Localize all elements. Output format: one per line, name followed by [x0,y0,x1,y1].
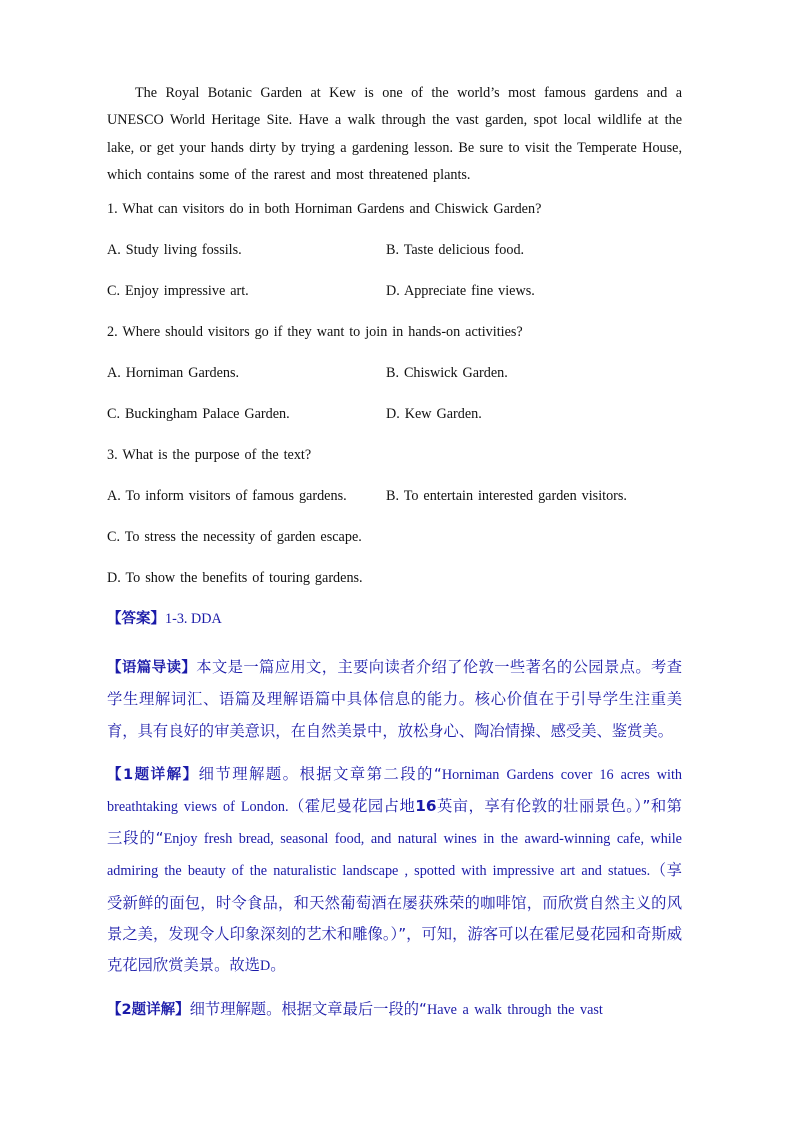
question-3-option-d: D. To show the benefits of touring gardens. [107,570,363,587]
answer-value: 1-3. DDA [165,611,222,628]
guide-text: 本文是一篇应用文，主要向读者介绍了伦敦一些著名的公园景点。考查学生理解词汇、语篇及理解语篇中具体信息的能力。核心价值在于引导学生注重美育，具有良好的审美意识，在自然美景中，放松身心、陶冶情操、感受美、鉴赏美。 [107,658,682,740]
question-1-stem: 1. What can visitors do in both Horniman Gardens and Chiswick Garden? [107,201,542,218]
detail-1-quote-2: Enjoy fresh bread, seasonal food, and natural wines in the award-winning cafe, while admiring the beauty of the naturalistic landscape , spotted with impressive art and statues. [107,831,682,880]
question-3-stem: 3. What is the purpose of the text? [107,447,312,464]
detail-2-label: 【2题详解】 [107,1002,190,1019]
question-2-stem: 2. Where should visitors go if they want to join in hands-on activities? [107,324,523,341]
question-2-option-a: A. Horniman Gardens. [107,365,240,382]
guide-paragraph [107,652,682,747]
detail-1-intro: 细节理解题。根据文章第二段的“ [198,764,442,783]
document-page [107,80,682,1038]
guide-label: 【语篇导读】 [107,660,197,677]
question-1-option-b: B. Taste delicious food. [386,242,525,259]
detail-2-intro: 细节理解题。根据文章最后一段的“ [189,1000,427,1019]
answer-line [107,609,682,652]
detail-1-translation-1a: （霍尼曼花园占地 [288,797,416,815]
detail-1-paragraph [107,759,682,982]
detail-1-translation-number: 16 [415,797,437,815]
question-1-options-row-1 [107,240,682,281]
detail-1-quote-1: Horniman Gardens cover 16 acres with breathtaking views of London. [107,766,683,815]
question-1-option-a: A. Study living fossils. [107,242,242,259]
detail-1-translation-1b: 英亩，享有伦敦的壮丽景色。）”和第三段的“ [107,797,682,848]
detail-2-quote: Have a walk through the vast [426,1002,603,1019]
question-1-option-d: D. Appreciate fine views. [386,283,535,300]
detail-1-translation-2: （享受新鲜的面包，时令食品，和天然葡萄酒在屡获殊荣的咖啡馆，而欣赏自然主义的风景之美，发现令人印象深刻的艺术和雕像。）”，可知，游客可以在霍尼曼花园和奇斯威克花园欣赏美景。故选 [107,861,682,975]
question-3-option-b: B. To entertain interested garden visitors. [386,488,627,505]
question-3-options-row-1 [107,486,682,527]
detail-1-end: 。 [270,956,286,975]
question-2-option-b: B. Chiswick Garden. [386,365,508,382]
question-1-options-row-2 [107,281,682,322]
question-3-options-row-2 [107,527,682,568]
question-2-options-row-1 [107,363,682,404]
question-1-option-c: C. Enjoy impressive art. [107,283,249,300]
detail-1-choice: D [259,958,271,975]
question-3-options-row-3 [107,568,682,609]
detail-2-paragraph [107,994,682,1026]
answer-label: 【答案】 [107,611,165,628]
detail-1-label: 【1题详解】 [107,766,199,783]
passage-paragraph: The Royal Botanic Garden at Kew is one of the world’s most famous gardens and a UNESCO World Heritage Site. Have a walk through the vast garden, spot local wildlife at the lake, or get your hands dirty by trying a gardening lesson. Be sure to visit the Temperate House, which contains some of the rarest and most threatened plants. [107,85,682,183]
question-2-option-d: D. Kew Garden. [386,406,482,423]
question-3-option-c: C. To stress the necessity of garden escape. [107,529,362,546]
question-3-option-a: A. To inform visitors of famous gardens. [107,488,347,505]
question-2-option-c: C. Buckingham Palace Garden. [107,406,290,423]
question-2-options-row-2 [107,404,682,445]
